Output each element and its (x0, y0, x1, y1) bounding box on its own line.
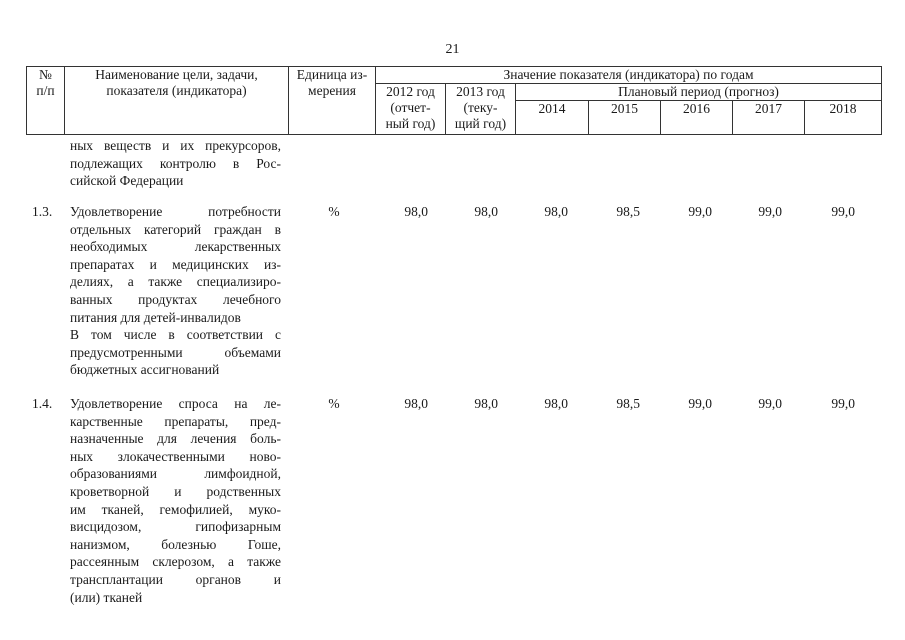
header-year-2015: 2015 (589, 101, 661, 135)
desc-line: рассеянным склерозом, а также (70, 554, 281, 570)
header-col-unit (289, 67, 376, 135)
header-year-2012-line1: 2012 год (386, 84, 435, 99)
row-description (70, 395, 281, 606)
desc-line: трансплантации органов и (70, 571, 281, 587)
desc-line: карственные препараты, пред- (70, 413, 281, 429)
header-year-2013-line1: 2013 год (456, 84, 505, 99)
header-year-2013 (446, 84, 516, 135)
header-plan-period: Плановый период (прогноз) (516, 84, 882, 101)
value-2013: 98,0 (474, 204, 498, 219)
row-unit: % (328, 204, 340, 219)
header-year-2013-line2: (теку- (463, 100, 498, 115)
value-2016: 99,0 (688, 204, 712, 219)
desc-line: необходимых лекарственных (70, 239, 281, 255)
value-2017: 99,0 (758, 204, 782, 219)
header-col-number-line2: п/п (36, 83, 55, 98)
value-2012: 98,0 (404, 396, 428, 411)
header-col-name (65, 67, 289, 135)
desc-line: им тканей, гемофилией, муко- (70, 501, 281, 517)
header-col-number-line1: № (39, 67, 52, 82)
value-2018: 99,0 (831, 396, 855, 411)
table-header (26, 66, 882, 135)
value-2018: 99,0 (831, 204, 855, 219)
value-2017: 99,0 (758, 396, 782, 411)
desc-line: Удовлетворение спроса на ле- (70, 396, 281, 411)
header-col-name-line2: показателя (индикатора) (106, 83, 247, 98)
desc-line: нанизмом, болезнью Гоше, (70, 536, 281, 552)
desc-line: ванных продуктах лечебного (70, 291, 281, 307)
page-number: 21 (445, 42, 460, 57)
desc-line: бюджетных ассигнований (70, 362, 220, 378)
value-2016: 99,0 (688, 396, 712, 411)
header-year-2018: 2018 (805, 101, 882, 135)
desc-line: Удовлетворение потребности (70, 204, 281, 219)
value-2015: 98,5 (616, 204, 640, 219)
header-year-2016: 2016 (661, 101, 733, 135)
header-col-number (27, 67, 65, 135)
desc-line: препаратах и медицинских из- (70, 256, 281, 272)
header-year-2013-line3: щий год) (454, 116, 507, 131)
desc-line: кроветворной и родственных (70, 483, 281, 499)
header-year-2014: 2014 (516, 101, 589, 135)
row-description (70, 203, 281, 379)
row-number: 1.4. (32, 396, 53, 411)
header-year-2012 (376, 84, 446, 135)
desc-line: делиях, а также специализиро- (70, 274, 281, 290)
desc-line: В том числе в соответствии с (70, 327, 281, 343)
header-col-values: Значение показателя (индикатора) по годам (376, 67, 882, 84)
header-year-2017: 2017 (733, 101, 805, 135)
desc-line: ных злокачественными ново- (70, 448, 281, 464)
value-2014: 98,0 (544, 204, 568, 219)
desc-line: висцидозом, гипофизарным (70, 519, 281, 535)
row-number: 1.3. (32, 204, 53, 219)
desc-line: (или) тканей (70, 589, 143, 605)
desc-line: предусмотренными объемами (70, 344, 281, 360)
header-year-2012-line2: (отчет- (390, 100, 431, 115)
header-col-unit-line1: Единица из- (296, 67, 368, 82)
header-col-name-line1: Наименование цели, задачи, (95, 67, 258, 82)
continuation-text (70, 137, 281, 190)
continuation-line: подлежащих контролю в Рос- (70, 155, 281, 171)
continuation-line: сийской Федерации (70, 173, 184, 189)
desc-line: питания для детей-инвалидов (70, 309, 241, 325)
header-col-unit-line2: мерения (308, 83, 356, 98)
value-2015: 98,5 (616, 396, 640, 411)
header-year-2012-line3: ный год) (385, 116, 436, 131)
desc-line: отдельных категорий граждан в (70, 221, 281, 237)
continuation-line: ных веществ и их прекурсоров, (70, 138, 281, 153)
value-2012: 98,0 (404, 204, 428, 219)
desc-line: образованиями лимфоидной, (70, 466, 281, 482)
desc-line: назначенные для лечения боль- (70, 431, 281, 447)
value-2014: 98,0 (544, 396, 568, 411)
row-unit: % (328, 396, 340, 411)
value-2013: 98,0 (474, 396, 498, 411)
